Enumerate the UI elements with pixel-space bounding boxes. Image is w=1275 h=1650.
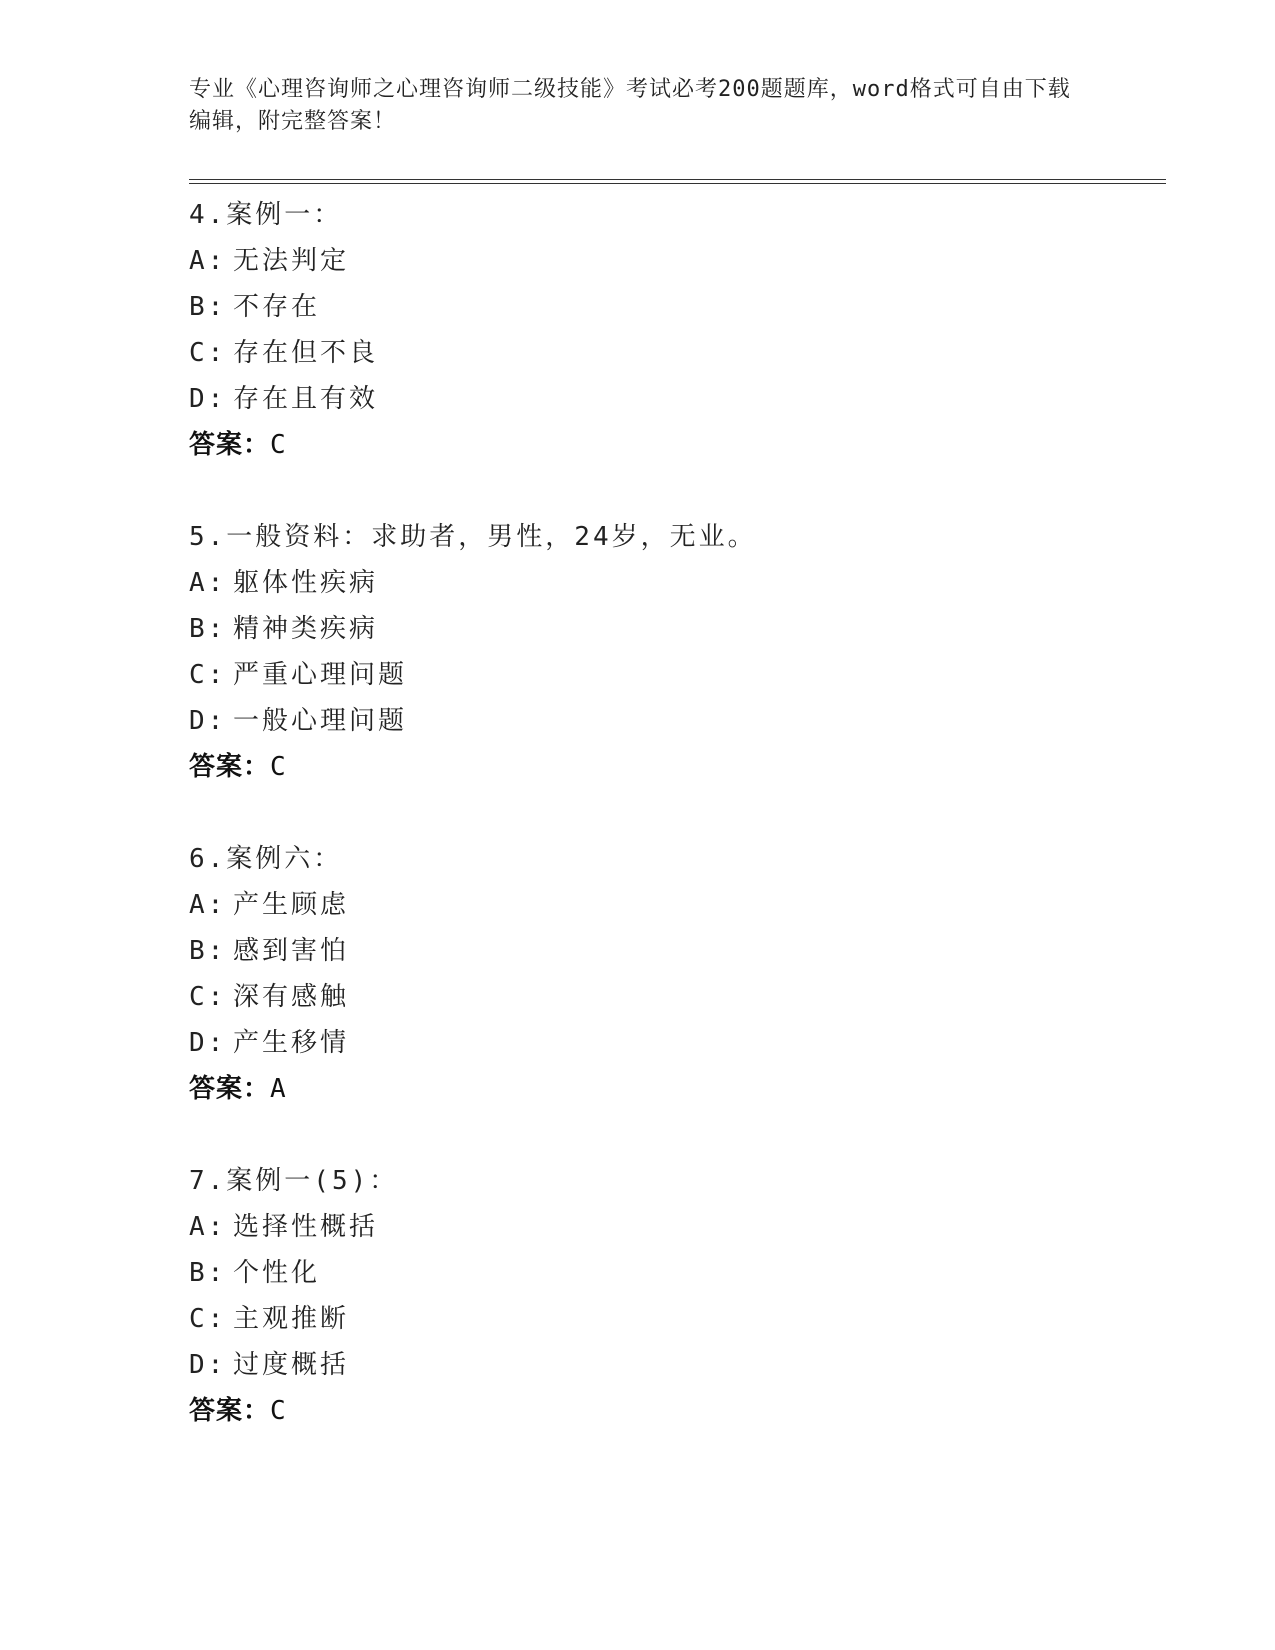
header-divider-bottom [189,183,1166,184]
option-text: 个性化 [233,1258,321,1288]
option-text: 感到害怕 [233,936,350,966]
option-a [189,882,1169,928]
header-divider-top [189,179,1166,180]
answer-value: C [270,752,288,782]
option-b [189,606,1169,652]
option-text: 深有感触 [233,982,350,1012]
option-letter: A: [189,246,227,276]
option-a [189,1204,1169,1250]
option-letter: D: [189,384,227,414]
option-a [189,238,1169,284]
option-letter: A: [189,1212,227,1242]
document-header: 专业《心理咨询师之心理咨询师二级技能》考试必考200题题库，word格式可自由下载编辑，附完整答案！ [189,77,1071,134]
option-letter: C: [189,1304,227,1334]
option-text: 躯体性疾病 [233,568,379,598]
option-d [189,698,1169,744]
option-letter: D: [189,706,227,736]
answer-value: C [270,430,288,460]
answer-label: 答案： [189,1074,271,1104]
option-b [189,284,1169,330]
option-d [189,1342,1169,1388]
option-c [189,652,1169,698]
option-text: 一般心理问题 [233,706,408,736]
answer-label: 答案： [189,1396,271,1426]
answer-value: A [270,1074,288,1104]
option-letter: D: [189,1350,227,1380]
answer-line [189,744,1169,790]
option-letter: C: [189,660,227,690]
question-stem: 7.案例一(5)： [189,1166,399,1196]
question-stem: 6.案例六： [189,844,343,874]
option-letter: C: [189,982,227,1012]
option-text: 存在且有效 [233,384,379,414]
question-stem: 5.一般资料：求助者，男性，24岁，无业。 [189,522,757,552]
option-d [189,1020,1169,1066]
option-letter: C: [189,338,227,368]
answer-value: C [270,1396,288,1426]
option-letter: D: [189,1028,227,1058]
option-c [189,974,1169,1020]
question-4 [189,192,1169,468]
answer-label: 答案： [189,430,271,460]
option-b [189,1250,1169,1296]
option-letter: A: [189,568,227,598]
option-text: 不存在 [233,292,321,322]
option-text: 产生顾虑 [233,890,350,920]
option-text: 存在但不良 [233,338,379,368]
question-7 [189,1158,1169,1434]
option-letter: A: [189,890,227,920]
option-text: 严重心理问题 [233,660,408,690]
option-text: 过度概括 [233,1350,350,1380]
option-letter: B: [189,1258,227,1288]
option-b [189,928,1169,974]
option-text: 选择性概括 [233,1212,379,1242]
option-text: 无法判定 [233,246,350,276]
answer-line [189,1388,1169,1434]
option-c [189,330,1169,376]
option-d [189,376,1169,422]
option-letter: B: [189,936,227,966]
question-list [189,192,1169,1480]
answer-line [189,422,1169,468]
option-text: 主观推断 [233,1304,350,1334]
answer-label: 答案： [189,752,271,782]
option-text: 精神类疾病 [233,614,379,644]
answer-line [189,1066,1169,1112]
question-stem: 4.案例一： [189,200,343,230]
option-letter: B: [189,292,227,322]
question-6 [189,836,1169,1112]
option-text: 产生移情 [233,1028,350,1058]
question-5 [189,514,1169,790]
option-c [189,1296,1169,1342]
option-a [189,560,1169,606]
option-letter: B: [189,614,227,644]
